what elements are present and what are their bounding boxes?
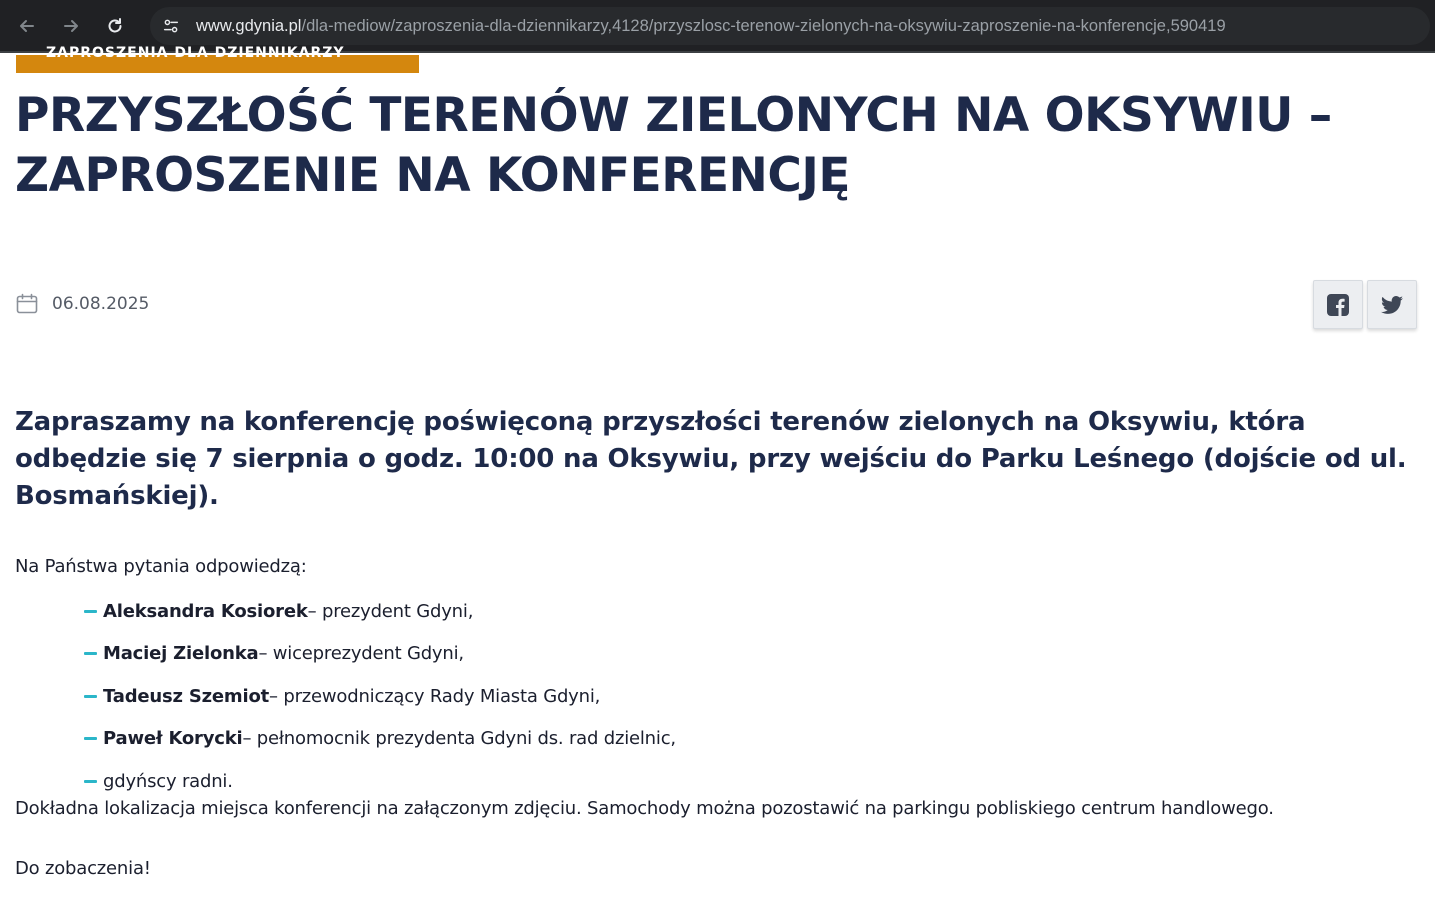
share-facebook-button[interactable] [1313, 280, 1363, 329]
speakers-list [84, 590, 676, 803]
speaker-role: – prezydent Gdyni, [307, 600, 474, 622]
speaker-role: – wiceprezydent Gdyni, [258, 643, 464, 665]
site-info-icon[interactable] [156, 11, 186, 41]
url-text[interactable] [196, 17, 1226, 36]
arrow-left-icon [17, 16, 37, 36]
bullet-dash [84, 780, 97, 783]
list-item [84, 633, 676, 676]
list-item [84, 590, 676, 633]
list-item [84, 760, 676, 803]
speaker-role: gdyńscy radni. [103, 770, 233, 792]
location-note: Dokładna lokalizacja miejsca konferencji na załączonym zdjęciu. Samochody można pozostawić na parkingu pobliskiego centrum handlowego. [15, 798, 1274, 819]
closing-text: Do zobaczenia! [15, 858, 151, 879]
page-title: PRZYSZŁOŚĆ TERENÓW ZIELONYCH NA OKSYWIU – ZAPROSZENIE NA KONFERENCJĘ [15, 88, 1332, 203]
list-item [84, 675, 676, 718]
speakers-intro: Na Państwa pytania odpowiedzą: [15, 556, 307, 577]
bullet-dash [84, 737, 97, 740]
facebook-icon [1325, 292, 1351, 318]
speaker-name: Maciej Zielonka [103, 643, 259, 665]
list-item [84, 718, 676, 761]
back-button[interactable] [10, 9, 44, 43]
arrow-right-icon [61, 16, 81, 36]
category-label: ZAPROSZENIA DLA DZIENNIKARZY [46, 45, 345, 61]
forward-button[interactable] [54, 9, 88, 43]
url-path: /dla-mediow/zaproszenia-dla-dziennikarzy,4128/przyszlosc-terenow-zielonych-na-oksywiu-zaproszenie-na-konferencje,590419 [301, 16, 1226, 35]
bullet-dash [84, 652, 97, 655]
speaker-name: Aleksandra Kosiorek [103, 600, 308, 622]
speaker-role: – przewodniczący Rady Miasta Gdyni, [269, 685, 601, 707]
reload-icon [105, 16, 125, 36]
twitter-icon [1379, 292, 1405, 318]
speaker-name: Tadeusz Szemiot [103, 685, 270, 707]
url-host: www.gdynia.pl [196, 16, 302, 35]
share-twitter-button[interactable] [1367, 280, 1417, 329]
speaker-role: – pełnomocnik prezydenta Gdyni ds. rad dzielnic, [242, 728, 676, 750]
address-bar[interactable] [150, 7, 1430, 45]
publish-date: 06.08.2025 [52, 294, 150, 314]
calendar-icon [15, 292, 39, 316]
category-tag[interactable] [16, 45, 419, 73]
reload-button[interactable] [98, 9, 132, 43]
bullet-dash [84, 695, 97, 698]
speaker-name: Paweł Korycki [103, 728, 243, 750]
bullet-dash [84, 610, 97, 613]
article-lead: Zapraszamy na konferencję poświęconą przyszłości terenów zielonych na Oksywiu, która odbędzie się 7 sierpnia o godz. 10:00 na Oksywiu, przy wejściu do Parku Leśnego (dojście od ul. Bosmańskiej). [15, 407, 1407, 511]
date-row [15, 292, 149, 316]
